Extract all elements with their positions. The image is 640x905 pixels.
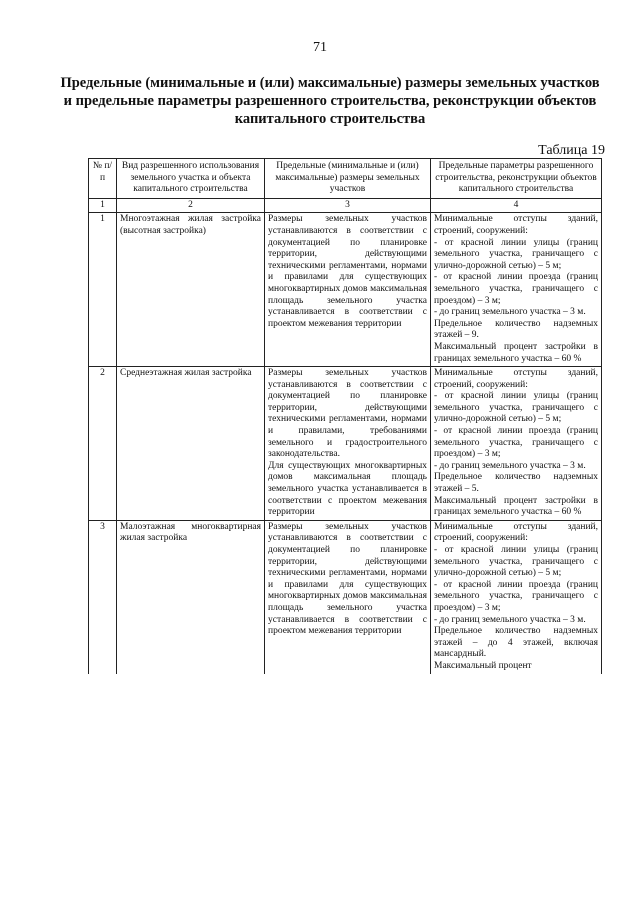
construction-params-cell — [431, 367, 602, 521]
params-text: - до границ земельного участка – 3 м. — [434, 614, 586, 625]
params-text: - от красной линии улицы (границ земельного участка, граничащего с улично-дорожной сетью) – 5 м; — [434, 545, 598, 579]
construction-params-cell — [431, 520, 602, 673]
params-text: - от красной линии проезда (границ земельного участка, граничащего с проездом) – 3 м; — [434, 579, 598, 613]
table-row — [89, 367, 602, 521]
regulations-table — [88, 158, 602, 674]
plot-sizes-text: Размеры земельных участков устанавливаются в соответствии с документацией по планировке территории, действующими техническими регламентами, нормами и правилами для существующих многоквартирных домов максимальная площадь земельного участка устанавливается в соответствии с проектом межевания территории — [268, 521, 427, 637]
table-label: Таблица 19 — [538, 143, 605, 158]
column-number: 3 — [265, 198, 431, 213]
column-number-row — [89, 198, 602, 213]
use-type-cell: Среднеэтажная жилая застройка — [117, 367, 265, 521]
params-text: Предельное количество надземных этажей – 5. — [434, 472, 598, 495]
table-row — [89, 520, 602, 673]
params-text: Максимальный процент застройки в границах земельного участка – 60 % — [434, 495, 598, 518]
page-number: 71 — [313, 40, 327, 55]
plot-sizes-cell — [265, 520, 431, 673]
row-number: 2 — [89, 367, 117, 521]
params-text: Минимальные отступы зданий, строений, сооружений: — [434, 521, 598, 544]
params-text: Предельное количество надземных этажей – до 4 этажей, включая мансардный. — [434, 626, 598, 660]
header-construction-params: Предельные параметры разрешенного строительства, реконструкции объектов капитального строительства — [431, 159, 602, 199]
use-type-cell: Малоэтажная многоквартирная жилая застройка — [117, 520, 265, 673]
params-text: Минимальные отступы зданий, строений, сооружений: — [434, 214, 598, 236]
plot-sizes-cell — [265, 367, 431, 521]
document-title: Предельные (минимальные и (или) максимальные) размеры земельных участков и предельные параметры разрешенного строительства, реконструкции объектов капитального строительства — [60, 75, 600, 127]
column-number: 4 — [431, 198, 602, 213]
column-number: 2 — [117, 198, 265, 213]
header-use-type: Вид разрешенного использования земельного участка и объекта капитального строительства — [117, 159, 265, 199]
header-num: № п/п — [89, 159, 117, 199]
params-text: Предельное количество надземных этажей – 9. — [434, 318, 598, 341]
plot-sizes-text: Для существующих многоквартирных домов максимальная площадь земельного участка устанавливается в соответствии с проектом межевания территории — [268, 460, 427, 518]
plot-sizes-text: Размеры земельных участков устанавливаются в соответствии с документацией по планировке территории, действующими техническими регламентами, нормами и правилами, требованиями земельного и градостроительного законодательства. — [268, 368, 427, 460]
plot-sizes-cell — [265, 213, 431, 367]
params-text: - от красной линии улицы (границ земельного участка, граничащего с улично-дорожной сетью) – 5 м; — [434, 391, 598, 425]
column-number: 1 — [89, 198, 117, 213]
params-text: Максимальный процент — [434, 660, 532, 671]
table-row — [89, 213, 602, 367]
params-text: - от красной линии проезда (границ земельного участка, граничащего с проездом) – 3 м; — [434, 272, 598, 306]
params-text: Минимальные отступы зданий, строений, сооружений: — [434, 368, 598, 390]
params-text: - до границ земельного участка – 3 м. — [434, 460, 586, 471]
params-text: - от красной линии улицы (границ земельного участка, граничащего с улично-дорожной сетью) – 5 м; — [434, 237, 598, 271]
construction-params-cell — [431, 213, 602, 367]
plot-sizes-text: Размеры земельных участков устанавливаются в соответствии с документацией по планировке территории, действующими техническими регламентами, нормами и правилами для существующих многоквартирных домов максимальная площадь земельного участка устанавливается в соответствии с проектом межевания территории — [268, 214, 427, 329]
row-number: 1 — [89, 213, 117, 367]
row-number: 3 — [89, 520, 117, 673]
params-text: Максимальный процент застройки в границах земельного участка – 60 % — [434, 341, 598, 364]
params-text: - до границ земельного участка – 3 м. — [434, 307, 586, 318]
table-header-row — [89, 159, 602, 199]
params-text: - от красной линии проезда (границ земельного участка, граничащего с проездом) – 3 м; — [434, 426, 598, 460]
use-type-cell: Многоэтажная жилая застройка (высотная застройка) — [117, 213, 265, 367]
header-plot-sizes: Предельные (минимальные и (или) максимальные) размеры земельных участков — [265, 159, 431, 199]
